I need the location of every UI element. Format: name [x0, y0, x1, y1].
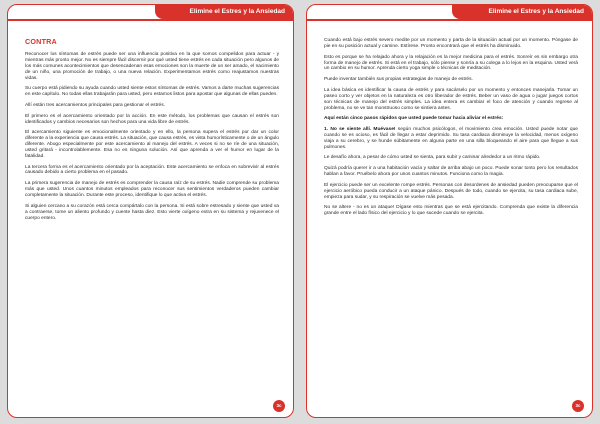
paragraph: No se altere - no es un ataque! Dígase esto mientras que se está ejercitando. Comprenda que existe la diferencia grande entre el lado físico del ejercicio y lo que sucede cuando se ejercita. — [324, 205, 578, 217]
list-item-text: según muchos psicólogos, el movimiento crea emoción. Usted puede notar que cuando se es ocioso, es fácil de llegar a estar deprimido. Su tasa cardiaca disminuye la velocidad, menos oxígeno viaja a su cerebro, y se hunde súbitamente en alguna parte en una silla bloqueando el aire para que llegue a sus pulmones. — [324, 126, 578, 150]
page-number: 3c — [572, 400, 584, 412]
header-title: Elimine el Estres y la Ansiedad — [155, 5, 293, 19]
header-title: Elimine el Estres y la Ansiedad — [452, 5, 592, 19]
header-rule — [307, 19, 592, 21]
right-page — [306, 4, 593, 418]
paragraph: La tercera forma es el acercamiento orientado por la aceptación. Este acercamiento se enfoca en sobrevivir al estrés causado debido a cierto problema en el pasado. — [25, 164, 279, 176]
left-page-content — [25, 38, 279, 395]
right-page-content — [324, 38, 578, 395]
list-item-1 — [324, 127, 578, 151]
paragraph: La idea básica es identificar la causa de estrés y para sacárselo por un momento y entonces manejarla. Tomar un paseo corto y ver objetos en la naturaleza es otro liberador de estrés. Beber un vaso de agua o jugar juegos cortos son técnicas de manejo del estrés simples. La idea entera es cambiar el foco de atención y cuando regrese al problema, no se ve tan monstruoso como se sintiera antes. — [324, 87, 578, 111]
list-item-lead: 1. No se siente allí. Muévase! — [324, 126, 396, 132]
paragraph: Su cuerpo está pidiendo su ayuda cuando usted siente estos síntomas de estrés. Vamos a darte muchas sugerencias en este capítulo. No todas ellas trabajarán para usted, pero estamos listos para apostar que algunas de ellas pueden. — [25, 86, 279, 98]
paragraph: El primero es el acercamiento orientado por la acción. En este método, los problemas que causan el estrés son identificados y cambios necesarios son hechos para una vida libre de estrés. — [25, 113, 279, 125]
paragraph: Le desafío ahora, a pesar de cómo usted se sienta, para subir y caminar alrededor a un ritmo rápido. — [324, 155, 541, 161]
paragraph: Puede inventar también sus propias estrategias de manejo de estrés. — [324, 77, 473, 83]
paragraph: Cuando está bajo estrés severo medite por un momento y parta de la situación actual por un momento. Póngase de pie en su posición actual y camine. Estírese. Pronto encontrará que el estrés ha disminuido. — [324, 38, 578, 49]
left-page — [7, 4, 294, 418]
paragraph: Si alguien cercano a su corazón está cerca compártalo con la persona. Si está sobre estresado y siente que usted va a contraerse, tome un aliento profundo y cuente hasta diez. Esto vierte oxígeno extra en su sistema y rejuvenece el cuerpo entero. — [25, 203, 279, 221]
paragraph: Allí están tres acercamientos principales para gestionar el estrés. — [25, 102, 165, 108]
page-number: 3c — [273, 400, 285, 412]
paragraph: El ejercicio puede ser un excelente rompe estrés. Personas con desordenes de ansiedad pueden preocuparse que el ejercicio aeróbico pueda conducir a un ataque pánico. Después de todo, cuando se ejercita, su tasa cardiaca sube, empieza para sudar, y su respiración se vuelve más pesada. — [324, 182, 578, 200]
paragraph: La primera sugerencia de manejo de estrés es comprender la causa raíz de su estrés. Nadie comprende su problema más que usted. Unos cuantos minutos empleados para reconocer sus sentimientos verdaderos pueden cambiar completamente la situación. Durante este proceso, identifique lo que activa el estrés. — [25, 181, 279, 198]
section-title: CONTRA — [25, 37, 57, 46]
paragraph: Esto es porque se ha relajado ahora y la relajación es la mejor medicina para el estrés. Sonreír es sin embargo otra forma de manejo de estrés. Si está en el trabajo, sólo piense y sonría a su colega a lo lejos en la esquina. Usted verá un cambio en su humor. Aprenda cierto yoga simple o técnicas de meditación. — [324, 54, 578, 72]
list-intro: Aquí están cinco pasos rápidos que usted puede tomar hacia aliviar el estrés: — [324, 116, 504, 122]
header-rule — [8, 19, 293, 21]
paragraph: El acercamiento siguiente es emocionalmente orientado y en ello, la persona supera el estrés por dar un color diferente a la experiencia que causa estrés. La situación, que causa estrés, es vista humorísticamente o de un ángulo diferente. Abogo especialmente por este acercamiento al manejo del estrés. A veces si no se ríe de una situación, usted gritará - incontrolablemente. Esa no es ninguna solución. Así que aprenda a ver el humor en lugar de la fatalidad. — [25, 130, 279, 159]
paragraph: Quizá podría querer ir a una habitación vacía y saltar de arriba abajo un poco. Puede sonar tonto pero los resultados hablan a favor. Pruébelo ahora por unos cuantos minutos. Funciona como la magia. — [324, 166, 578, 177]
paragraph: Reconocer los síntomas de estrés puede ser una influencia positiva en la que somos compelidos para actuar - y mientras más pronto mejor. No es siempre fácil discernir por qué usted tiene estrés en cada situación pero algunos de los más comunes acontecimientos que desencadenan esas emociones son la muerte de un ser amado, el nacimiento de un niño, una promoción de trabajo, o una nueva relación. Experimentamos estrés como reajustamos nuestras vidas. — [25, 52, 279, 81]
